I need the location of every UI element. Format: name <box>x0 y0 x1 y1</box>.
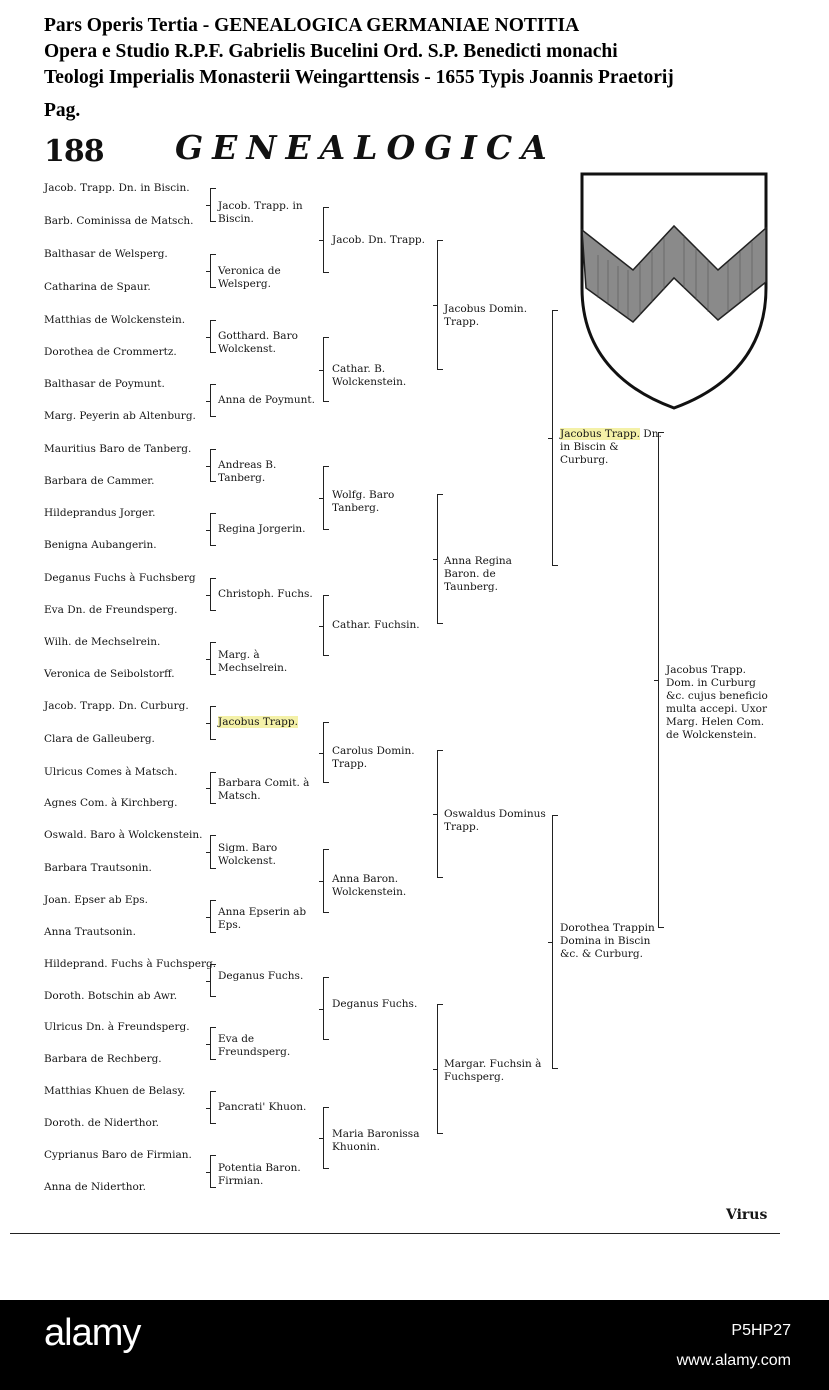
ancestor-name: Barbara Comit. à Matsch. <box>218 777 310 802</box>
ancestor-name: Cathar. B. Wolckenstein. <box>332 363 407 388</box>
ancestor-name: Ulricus Comes à Matsch. <box>44 766 178 778</box>
ancestor-name: Deganus Fuchs. <box>332 998 418 1010</box>
bracket <box>210 772 211 804</box>
header-line-4: Pag. <box>44 100 81 121</box>
ancestor-name: Eva de Freundsperg. <box>218 1033 291 1058</box>
ancestor-name: Cyprianus Baro de Firmian. <box>44 1149 192 1161</box>
ancestor-name: Anna Baron. Wolckenstein. <box>332 873 407 898</box>
ancestor-name: Wilh. de Mechselrein. <box>44 636 161 648</box>
bracket <box>323 1107 324 1169</box>
ancestor-name: Potentia Baron. Firmian. <box>218 1162 301 1187</box>
ancestor-name: Eva Dn. de Freundsperg. <box>44 604 178 616</box>
bracket <box>210 1027 211 1060</box>
ancestor-name: Oswald. Baro à Wolckenstein. <box>44 829 203 841</box>
bracket <box>658 432 659 928</box>
ancestor-name: Jacob. Trapp. Dn. in Biscin. <box>44 182 190 194</box>
ancestor-name: Balthasar de Poymunt. <box>44 378 165 390</box>
bracket <box>323 595 324 656</box>
header-line-3: Teologi Imperialis Monasterii Weingarttensis - 1655 Typis Joannis Praetorij <box>44 67 674 88</box>
subject-name: Jacobus Trapp. Dom. in Curburg &c. cujus beneficio multa accepi. Uxor Marg. Helen Com. de Wolckenstein. <box>666 664 768 741</box>
ancestor-name: Andreas B. Tanberg. <box>218 459 277 484</box>
ancestor-name: Pancrati' Khuon. <box>218 1101 307 1113</box>
ancestor-name: Christoph. Fuchs. <box>218 588 313 600</box>
ancestor-name: Clara de Galleuberg. <box>44 733 155 745</box>
bracket <box>210 578 211 611</box>
ancestor-name: Ulricus Dn. à Freundsperg. <box>44 1021 190 1033</box>
bracket <box>323 207 324 273</box>
bracket <box>552 815 553 1069</box>
ancestor-name: Wolfg. Baro Tanberg. <box>332 489 395 514</box>
ancestor-name: Sigm. Baro Wolckenst. <box>218 842 278 867</box>
bracket <box>210 642 211 675</box>
ancestor-name: Balthasar de Welsperg. <box>44 248 168 260</box>
coat-of-arms <box>578 170 770 412</box>
ancestor-name: Deganus Fuchs à Fuchsberg <box>44 572 196 584</box>
ancestor-name: Jacob. Trapp. in Biscin. <box>218 200 303 225</box>
catchword: Virus <box>726 1207 768 1223</box>
watermark-logo: alamy <box>44 1312 141 1354</box>
ancestor-name: Anna de Poymunt. <box>218 394 315 406</box>
ancestor-name: Jacobus Domin. Trapp. <box>444 303 528 328</box>
ancestor-name: Barbara de Rechberg. <box>44 1053 162 1065</box>
ancestor-name: Jacob. Dn. Trapp. <box>332 234 425 246</box>
ancestor-name: Cathar. Fuchsin. <box>332 619 420 631</box>
ancestor-name: Hildeprandus Jorger. <box>44 507 156 519</box>
ancestor-name: Doroth. de Niderthor. <box>44 1117 160 1129</box>
ancestor-name: Benigna Aubangerin. <box>44 539 157 551</box>
ancestor-name: Oswaldus Dominus Trapp. <box>444 808 546 833</box>
ancestor-name: Anna de Niderthor. <box>44 1181 146 1193</box>
bracket <box>210 188 211 222</box>
bracket <box>323 722 324 783</box>
page-rule <box>10 1233 780 1234</box>
bracket <box>323 849 324 913</box>
ancestor-name: Jacobus Trapp. Dn. in Biscin & Curburg. <box>560 428 662 466</box>
ancestor-name: Veronica de Seibolstorff. <box>44 668 175 680</box>
ancestor-name: Anna Epserin ab Eps. <box>218 906 307 931</box>
bracket <box>210 384 211 417</box>
ancestor-name: Barbara Trautsonin. <box>44 862 152 874</box>
ancestor-name: Agnes Com. à Kirchberg. <box>44 797 178 809</box>
bracket <box>323 337 324 402</box>
bracket <box>210 320 211 353</box>
bracket <box>210 1155 211 1188</box>
ancestor-name: Marg. à Mechselrein. <box>218 649 288 674</box>
header-line-1: Pars Operis Tertia - GENEALOGICA GERMANIAE NOTITIA <box>44 15 580 36</box>
ancestor-name: Maria Baronissa Khuonin. <box>332 1128 420 1153</box>
ancestor-name: Regina Jorgerin. <box>218 523 306 535</box>
bracket <box>210 254 211 288</box>
bracket <box>210 835 211 869</box>
ancestor-name: Veronica de Welsperg. <box>218 265 281 290</box>
bracket <box>437 750 438 878</box>
bracket <box>323 977 324 1040</box>
watermark-footer <box>0 1300 829 1390</box>
bracket <box>210 449 211 482</box>
watermark-site: www.alamy.com <box>676 1352 791 1369</box>
ancestor-name: Barb. Cominissa de Matsch. <box>44 215 194 227</box>
ancestor-name: Dorothea de Crommertz. <box>44 346 177 358</box>
bracket <box>210 1091 211 1124</box>
ancestor-name: Joan. Epser ab Eps. <box>44 894 149 906</box>
header-line-2: Opera e Studio R.P.F. Gabrielis Bucelini Ord. S.P. Benedicti monachi <box>44 41 618 62</box>
ancestor-name: Jacob. Trapp. Dn. Curburg. <box>44 700 189 712</box>
bracket <box>437 240 438 370</box>
ancestor-name: Catharina de Spaur. <box>44 281 151 293</box>
ancestor-name: Matthias Khuen de Belasy. <box>44 1085 186 1097</box>
ancestor-name: Mauritius Baro de Tanberg. <box>44 443 192 455</box>
ancestor-name: Hildeprand. Fuchs à Fuchsperg. <box>44 958 217 970</box>
ancestor-name: Doroth. Botschin ab Awr. <box>44 990 178 1002</box>
image-id: P5HP27 <box>731 1322 791 1339</box>
ancestor-name: Anna Trautsonin. <box>44 926 136 938</box>
bracket <box>437 494 438 624</box>
bracket <box>210 706 211 740</box>
bracket <box>323 466 324 530</box>
ancestor-name: Gotthard. Baro Wolckenst. <box>218 330 298 355</box>
bracket <box>210 513 211 546</box>
ancestor-name: Margar. Fuchsin à Fuchsperg. <box>444 1058 542 1083</box>
bracket <box>210 900 211 933</box>
bracket <box>437 1004 438 1134</box>
ancestor-name: Jacobus Trapp. <box>218 716 298 728</box>
ancestor-name: Deganus Fuchs. <box>218 970 304 982</box>
ancestor-name: Carolus Domin. Trapp. <box>332 745 415 770</box>
ancestor-name: Anna Regina Baron. de Taunberg. <box>444 555 512 593</box>
bracket <box>552 310 553 566</box>
ancestor-name: Barbara de Cammer. <box>44 475 155 487</box>
page-number: 188 <box>44 134 104 169</box>
bracket <box>210 964 211 997</box>
ancestor-name: Dorothea Trappin Domina in Biscin &c. & Curburg. <box>560 922 655 960</box>
ancestor-name: Marg. Peyerin ab Altenburg. <box>44 410 196 422</box>
page-title: GENEALOGICA <box>175 128 556 167</box>
ancestor-name: Matthias de Wolckenstein. <box>44 314 186 326</box>
